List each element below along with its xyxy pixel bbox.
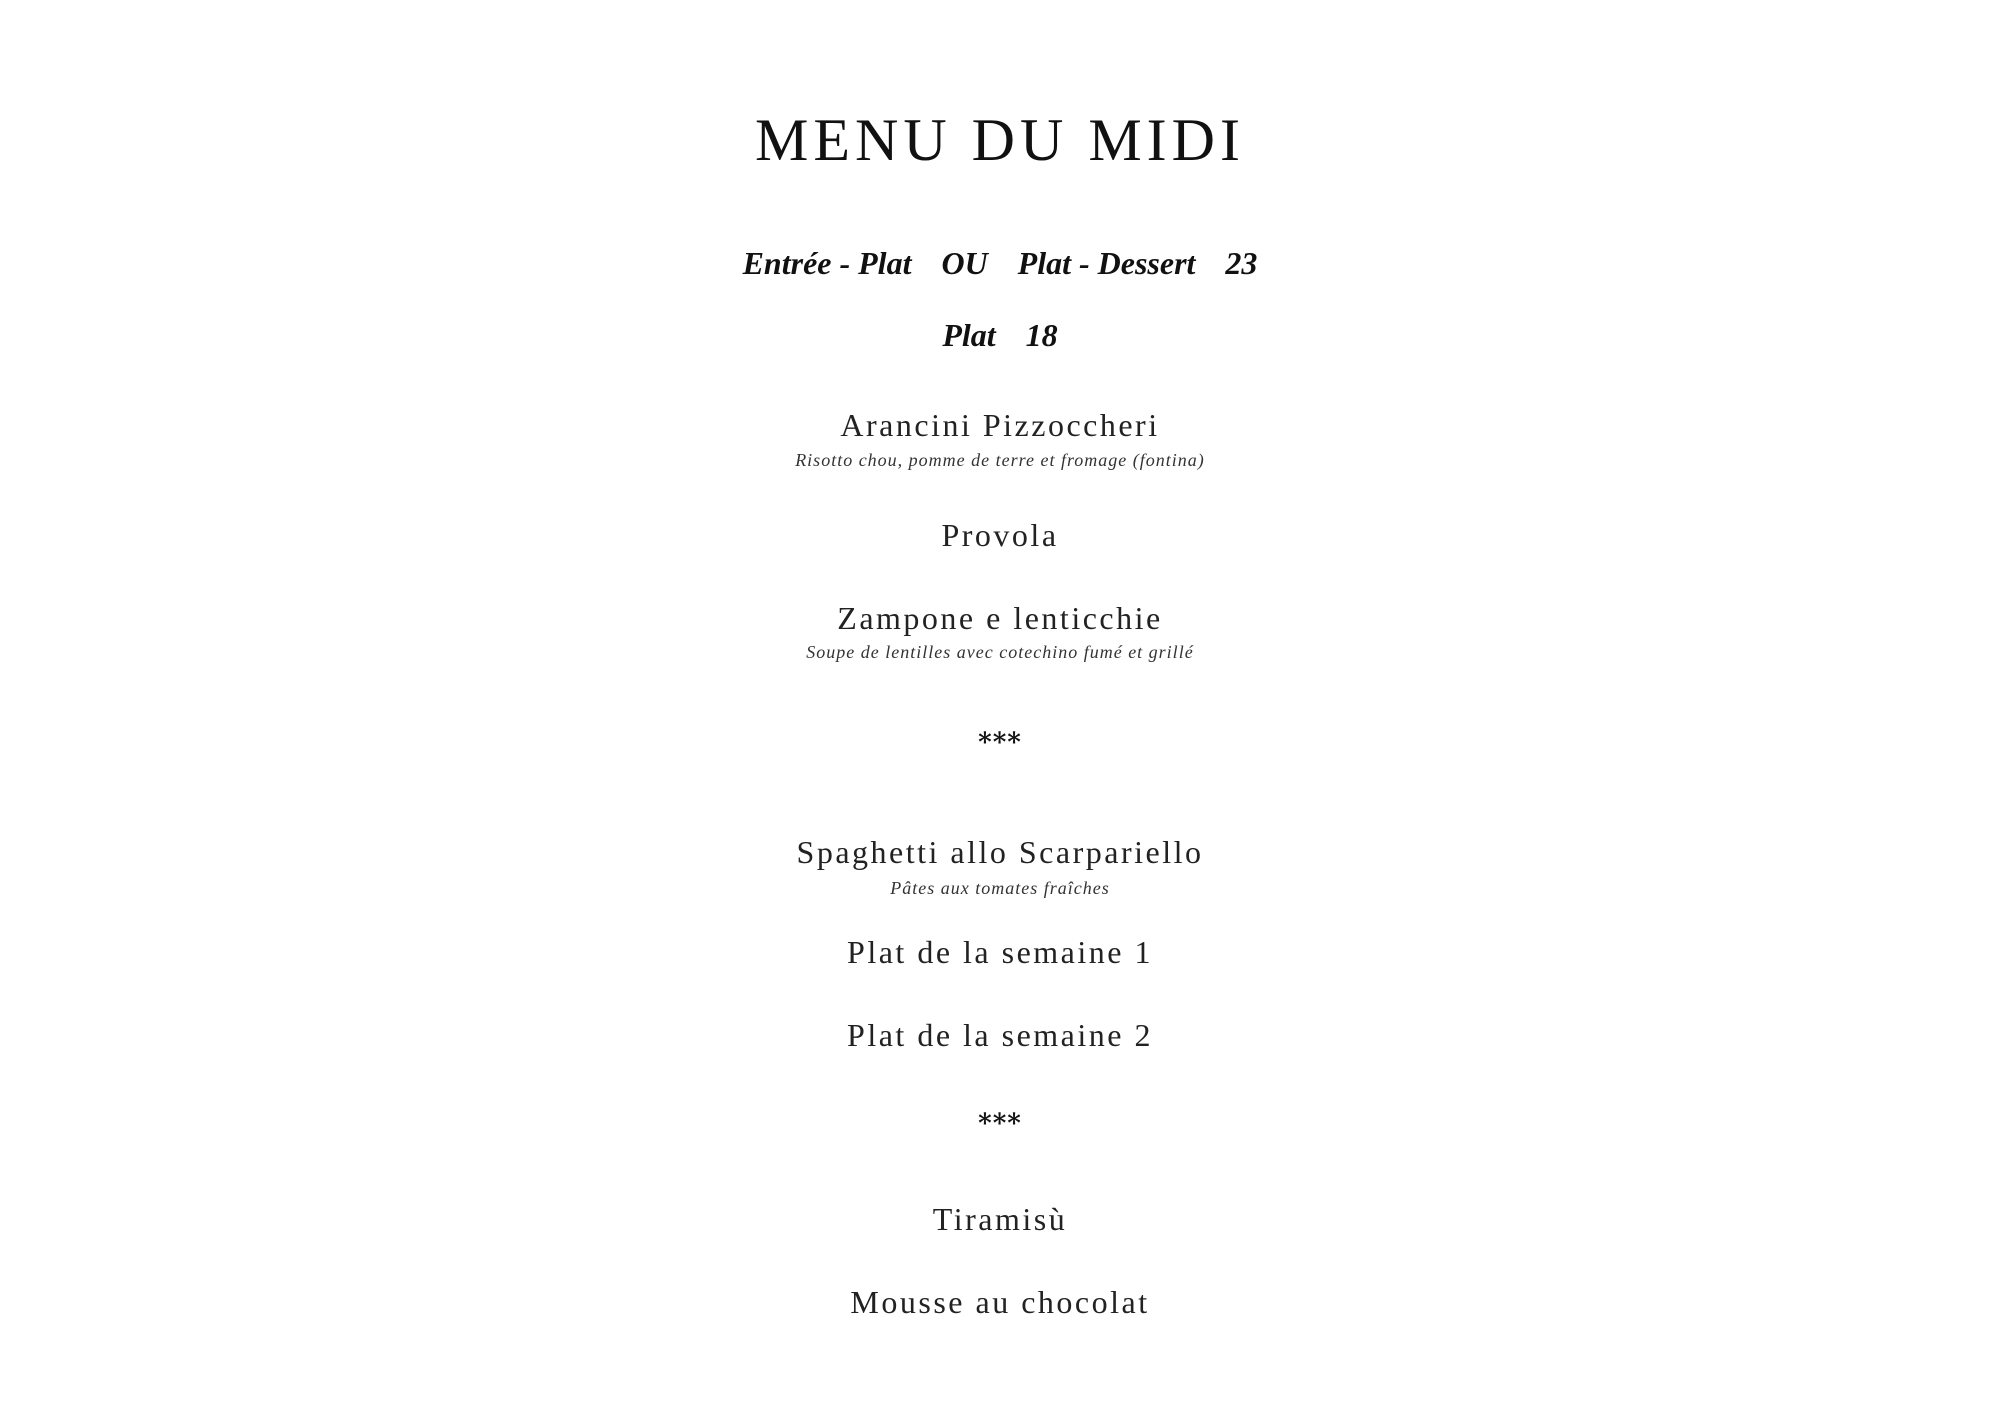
plat-name: Plat de la semaine 1 bbox=[847, 934, 1153, 970]
entree-name: Arancini Pizzoccheri bbox=[840, 407, 1160, 443]
section-separator: *** bbox=[978, 1109, 1022, 1139]
dessert-name: Tiramisù bbox=[932, 1201, 1068, 1237]
entree-description: Soupe de lentilles avec cotechino fumé et grillé bbox=[806, 642, 1194, 662]
menu-title: MENU DU MIDI bbox=[755, 107, 1245, 173]
formula-price: 23 bbox=[1225, 245, 1258, 281]
plat-name: Spaghetti allo Scarpariello bbox=[796, 834, 1204, 870]
formula-line-2 bbox=[0, 315, 2000, 355]
formula-price: 18 bbox=[1025, 317, 1058, 353]
formula-or: OU bbox=[941, 245, 988, 281]
plat-description: Pâtes aux tomates fraîches bbox=[890, 878, 1110, 898]
formula-option-plat: Plat bbox=[942, 317, 996, 353]
entree-name: Provola bbox=[941, 517, 1059, 553]
section-separator: *** bbox=[978, 728, 1022, 758]
formula-option-plat-dessert: Plat - Dessert bbox=[1017, 245, 1196, 281]
plat-name: Plat de la semaine 2 bbox=[847, 1017, 1153, 1053]
formula-line-1 bbox=[0, 243, 2000, 283]
entree-description: Risotto chou, pomme de terre et fromage (fontina) bbox=[795, 450, 1205, 470]
entree-name: Zampone e lenticchie bbox=[837, 600, 1163, 636]
dessert-name: Mousse au chocolat bbox=[850, 1284, 1150, 1320]
formula-option-entree-plat: Entrée - Plat bbox=[742, 245, 912, 281]
